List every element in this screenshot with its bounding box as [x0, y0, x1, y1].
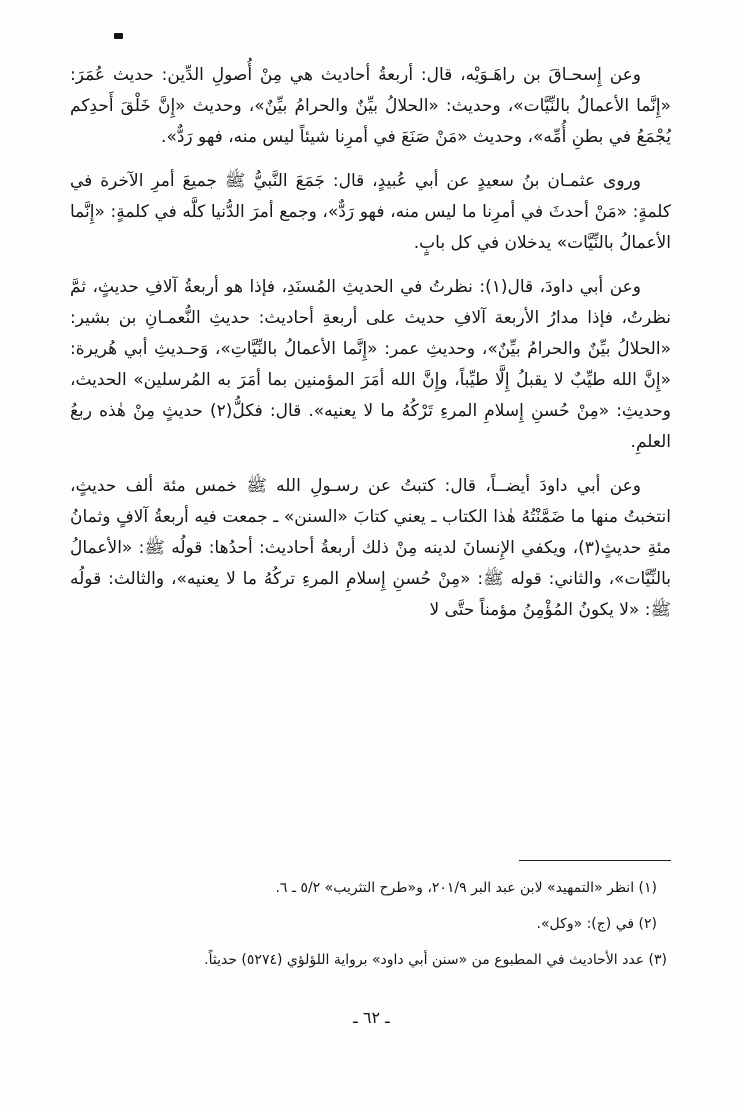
paragraph-abu-dawud-first: وعن أبي داودَ، قال(١): نظرتُ في الحديثِ المُسنَدِ، فإذا هو أربعةُ آلافِ حديثٍ، ثمَّ نظرتُ، فإذا مدارُ الأربعة آلافِ حديث على أربعةِ أحاديث: حديثِ النُّعمـانِ بن بشير: «الحلالُ بيِّنٌ والحرامُ بيِّنٌ»، وحديثِ عمر: «إِنَّما الأعمالُ بالنِّيَّاتِ»، وَحـديثِ أبي هُريرة: «إِنَّ الله طيِّبٌ لا يقبلُ إِلَّا طيِّباً، وإِنَّ الله أمَرَ المؤمنين بما أمَرَ به المُرسلين» الحديث، وحديثِ: «مِنْ حُسنِ إِسلامِ المرءِ تَرْكُهُ ما لا يعنيه». قال: فكلُّ(٢) حديثٍ مِنْ هٰذه ربعُ العلمِ.: [70, 277, 671, 452]
paragraph-ishaq-ibn-rahawayh: وعن إِسحـاقَ بن راهَـوَيْه، قال: أربعةُ أحاديث هي مِنْ أُصولِ الدِّين: حديث عُمَرَ: «إِنَّما الأعمالُ بالنِّيَّات»، وحديث: «الحلالُ بيِّنٌ والحرامُ بيِّنٌ»، وحديث «إِنَّ خَلْقَ أَحدِكم يُجْمَعُ في بطنِ أُمِّه»، وحديث «مَنْ صَنَعَ في أمرِنا شيئاً ليس منه، فهو رَدٌّ».: [70, 65, 671, 147]
paragraph-abu-dawud-second: وعن أبي داودَ أيضــاً، قال: كتبتُ عن رسـولِ الله ﷺ خمس مئة ألف حديثٍ، انتخبتُ منها ما ضَمَّنْتُهُ هٰذا الكتاب ـ يعني كتابَ «السنن» ـ جمعت فيه أربعةُ آلافٍ وثمانُ مئةِ حديثٍ(٣)، ويكفي الإِنسانَ لدينه مِنْ ذلك أربعةُ أحاديث: أحدُها: قولُه ﷺ: «الأعمالُ بالنِّيَّات»، والثاني: قوله ﷺ: «مِنْ حُسنِ إِسلامِ المرءِ تركُهُ ما لا يعنيه»، والثالث: قولُه ﷺ: «لا يكونُ المُؤْمِنُ مؤمناً حتَّى لا: [70, 476, 671, 620]
main-text-block: [70, 60, 671, 639]
footnote-1: (١) انظر «التمهيد» لابن عبد البر ٢٠١/٩، و«طرح التثريب» ٥/٢ ـ ٦.: [275, 880, 657, 896]
page-number: ـ ٦٢ ـ: [353, 1008, 390, 1027]
footnote-2: (٢) في (ج): «وكل».: [536, 916, 657, 932]
scan-artifact: [114, 33, 123, 39]
footnote-3: (٣) عدد الأحاديث في المطبوع من «سنن أبي داود» برواية اللؤلؤي (٥٢٧٤) حديثاً.: [204, 952, 667, 968]
footnote-divider-rule: [519, 860, 671, 861]
footnotes-section: [70, 860, 671, 985]
paragraph-uthman-ibn-said: وروى عثمـان بنُ سعيدٍ عن أبي عُبيدٍ، قال: جَمَعَ النَّبيُّ ﷺ جميعَ أمرِ الآخرة في كلمةٍ: «مَنْ أحدثَ في أمرِنا ما ليس منه، فهو رَدٌّ»، وجمع أمرَ الدُّنيا كلَّه في كلمةٍ: «إِنَّما الأعمالُ بالنِّيَّات» يدخلان في كل بابٍ.: [70, 171, 671, 253]
